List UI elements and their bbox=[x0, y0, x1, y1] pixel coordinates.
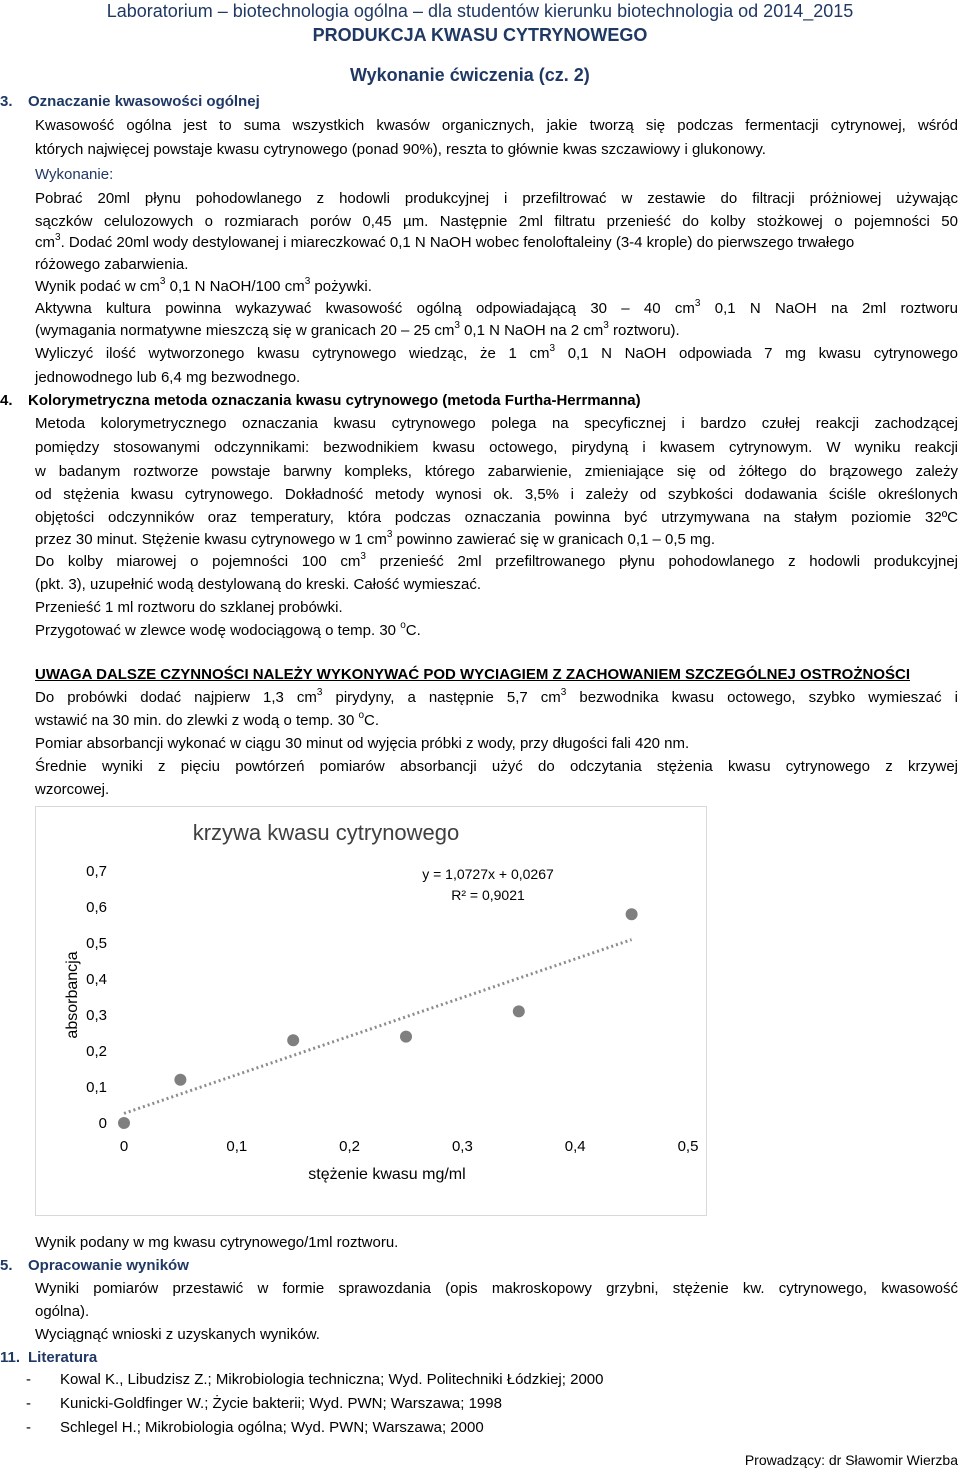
document-title: PRODUKCJA KWASU CYTRYNOWEGO bbox=[312, 25, 648, 45]
x-tick-label: 0,1 bbox=[226, 1138, 248, 1155]
x-tick-labels bbox=[120, 1138, 699, 1155]
section-4-heading bbox=[0, 391, 641, 411]
bullet-dash: - bbox=[26, 1371, 31, 1388]
y-tick-label: 0,2 bbox=[86, 1043, 107, 1060]
paragraph-line: jednowodnego lub 6,4 mg bezwodnego. bbox=[35, 369, 301, 386]
superscript: 3 bbox=[55, 232, 61, 243]
superscript: 3 bbox=[304, 276, 311, 287]
paragraph-line: Wynik podany w mg kwasu cytrynowego/1ml roztworu. bbox=[35, 1234, 399, 1251]
x-tick-label: 0,3 bbox=[451, 1138, 473, 1155]
y-tick-label: 0 bbox=[98, 1115, 107, 1132]
data-point bbox=[118, 1117, 130, 1129]
text: przenieść 2ml przefiltrowanego płynu pohodowlanego z hodowli produkcyjnej bbox=[365, 553, 959, 570]
literature-text: Schlegel H.; Mikrobiologia ogólna; Wyd. PWN; Warszawa; 2000 bbox=[60, 1419, 484, 1436]
data-point bbox=[174, 1074, 186, 1086]
paragraph-line bbox=[35, 711, 379, 731]
text: Do kolby miarowej o pojemności 100 cm bbox=[35, 553, 361, 570]
paragraph-line: różowego zabarwienia. bbox=[35, 256, 189, 273]
section-number: 5. bbox=[0, 1257, 13, 1274]
paragraph-line bbox=[35, 321, 680, 341]
data-point bbox=[626, 908, 638, 920]
section-11-heading bbox=[0, 1348, 97, 1368]
text: Do probówki dodać najpierw 1,3 cm bbox=[35, 689, 317, 706]
x-tick-label: 0,4 bbox=[564, 1138, 586, 1155]
trendline bbox=[124, 940, 632, 1114]
superscript: 3 bbox=[560, 687, 567, 698]
data-point bbox=[513, 1005, 525, 1017]
data-point bbox=[400, 1031, 412, 1043]
subheading-wykonanie: Wykonanie: bbox=[35, 166, 114, 183]
paragraph-line bbox=[35, 688, 958, 708]
paragraph-line: Kwasowość ogólna jest to suma wszystkich kwasów organicznych, jakie tworzą się podczas fermentacji cytrynowej, wśród bbox=[35, 117, 958, 134]
paragraph-line bbox=[35, 530, 715, 550]
paragraph-line bbox=[35, 299, 958, 319]
part-title: Wykonanie ćwiczenia (cz. 2) bbox=[350, 65, 590, 85]
chart-title: krzywa kwasu cytrynowego bbox=[192, 820, 460, 845]
data-point bbox=[287, 1034, 299, 1046]
text: przez 30 minut. Stężenie kwasu cytrynowego w 1 cm bbox=[35, 531, 387, 548]
text: bezwodnika kwasu octowego, szybko wymieszać i bbox=[566, 689, 958, 706]
text: 0,1 N NaOH na 2ml roztworu bbox=[700, 300, 958, 317]
text: powinno zawierać się w granicach 0,1 – 0,5 mg. bbox=[392, 531, 716, 548]
superscript: 3 bbox=[386, 529, 393, 540]
footer-instructor: Prowadzący: dr Sławomir Wierzba bbox=[744, 1452, 958, 1468]
paragraph-line: których najwięcej powstaje kwasu cytrynowego (ponad 90%), reszta to głównie kwas szczawiowy i glukonowy. bbox=[35, 141, 766, 158]
text: C. bbox=[405, 622, 421, 639]
paragraph-line: wzorcowej. bbox=[35, 781, 110, 798]
paragraph-line: Metoda kolorymetrycznego oznaczania kwasu cytrynowego polega na specyficznej i bardzo czułej reakcji zachodzącej bbox=[35, 415, 958, 432]
paragraph-line: (pkt. 3), uzupełnić wodą destylowaną do kreski. Całość wymieszać. bbox=[35, 576, 482, 593]
x-axis-label: stężenie kwasu mg/ml bbox=[308, 1166, 466, 1183]
bullet-dash: - bbox=[26, 1419, 31, 1436]
section-title: Opracowanie wyników bbox=[28, 1257, 189, 1274]
paragraph-line bbox=[35, 233, 854, 253]
section-number: 3. bbox=[0, 93, 13, 110]
paragraph-line: Średnie wyniki z pięciu powtórzeń pomiarów absorbancji użyć do odczytania stężenia kwasu cytrynowego z krzywej bbox=[35, 758, 958, 775]
text: pożywki. bbox=[310, 278, 372, 295]
y-tick-label: 0,3 bbox=[86, 1007, 107, 1024]
paragraph-line: Przenieść 1 ml roztworu do szklanej probówki. bbox=[35, 599, 343, 616]
paragraph-line: Wyniki pomiarów przestawić w formie sprawozdania (opis makroskopowy grzybni, stężenie kw. cytrynowego, kwasowość bbox=[35, 1280, 958, 1297]
bullet-dash: - bbox=[26, 1395, 31, 1412]
text: cm bbox=[35, 234, 55, 251]
y-tick-label: 0,5 bbox=[86, 935, 107, 952]
y-tick-labels bbox=[86, 863, 107, 1132]
text: Wynik podać w cm bbox=[35, 278, 160, 295]
superscript: 3 bbox=[549, 343, 556, 354]
section-5-heading bbox=[0, 1256, 189, 1276]
literature-text: Kunicki-Goldfinger W.; Życie bakterii; Wyd. PWN; Warszawa; 1998 bbox=[60, 1395, 502, 1412]
paragraph-line bbox=[35, 344, 958, 364]
text: (wymagania normatywne mieszczą się w granicach 20 – 25 cm bbox=[35, 322, 455, 339]
section-title: Literatura bbox=[28, 1349, 98, 1366]
text: 0,1 N NaOH na 2 cm bbox=[459, 322, 604, 339]
paragraph-line: od stężenia kwasu cytrynowego. Dokładność metody wynosi ok. 3,5% i zależy od szybkości dodawania ściśle określonych bbox=[35, 486, 958, 503]
section-number: 4. bbox=[0, 392, 13, 409]
superscript: o bbox=[400, 620, 406, 631]
paragraph-line bbox=[35, 621, 421, 641]
x-tick-label: 0,2 bbox=[339, 1138, 361, 1155]
paragraph-line: sączków celulozowych o rozmiarach porów 0,45 µm. Następnie 2ml filtratu przenieść do kolby stożkowej o pojemności 50 bbox=[35, 213, 958, 230]
paragraph-line: Pomiar absorbancji wykonać w ciągu 30 minut od wyjęcia próbki z wody, przy długości fali 420 nm. bbox=[35, 735, 690, 752]
header-subtitle: Laboratorium – biotechnologia ogólna – dla studentów kierunku biotechnologia od 2014_2015 bbox=[106, 1, 854, 21]
superscript: 3 bbox=[360, 551, 366, 562]
text: Aktywna kultura powinna wykazywać kwasowość ogólną odpowiadającą 30 – 40 cm bbox=[35, 300, 695, 317]
section-title: Kolorymetryczna metoda oznaczania kwasu cytrynowego (metoda Furtha-Herrmanna) bbox=[28, 392, 641, 409]
calibration-chart bbox=[35, 806, 707, 1216]
paragraph-line bbox=[35, 552, 958, 572]
paragraph-line: objętości odczynników oraz temperatury, która podczas oznaczania powinna być utrzymywana na stałym poziomie 32ºC bbox=[35, 509, 958, 526]
text: . Dodać 20ml wody destylowanej i miareczkować 0,1 N NaOH wobec fenoloftaleiny (3-4 krople) do pierwszego trwałego bbox=[60, 234, 855, 251]
safety-warning: UWAGA DALSZE CZYNNOŚCI NALEŻY WYKONYWAĆ POD WYCIAGIEM Z ZACHOWANIEM SZCZEGÓLNEJ OSTROŻNOŚCI bbox=[35, 666, 911, 683]
data-points bbox=[118, 908, 638, 1129]
section-title: Oznaczanie kwasowości ogólnej bbox=[28, 93, 260, 110]
text: Wyliczyć ilość wytworzonego kwasu cytrynowego wiedząc, że 1 cm bbox=[35, 345, 550, 362]
paragraph-line bbox=[35, 277, 372, 297]
y-tick-label: 0,7 bbox=[86, 863, 107, 880]
superscript: 3 bbox=[454, 320, 460, 331]
trendline-r2: R² = 0,9021 bbox=[451, 887, 525, 903]
section-3-heading bbox=[0, 92, 260, 112]
text: pirydyny, a następnie 5,7 cm bbox=[322, 689, 561, 706]
text: Przygotować w zlewce wodę wodociągową o temp. 30 bbox=[35, 622, 401, 639]
y-tick-label: 0,6 bbox=[86, 899, 107, 916]
trendline-equation: y = 1,0727x + 0,0267 bbox=[422, 866, 554, 882]
y-tick-label: 0,4 bbox=[86, 971, 107, 988]
superscript: o bbox=[358, 710, 365, 721]
paragraph-line: pomiędzy stosowanymi odczynnikami: bezwodnikiem kwasu octowego, pirydyną i kwasem cytrynowym. W wyniku reakcji bbox=[35, 439, 958, 456]
chart-svg bbox=[36, 807, 706, 1215]
section-number: 11. bbox=[0, 1349, 21, 1366]
superscript: 3 bbox=[694, 298, 701, 309]
literature-text: Kowal K., Libudzisz Z.; Mikrobiologia techniczna; Wyd. Politechniki Łódzkiej; 2000 bbox=[60, 1371, 604, 1388]
x-tick-label: 0,5 bbox=[677, 1138, 699, 1155]
text: 0,1 N NaOH/100 cm bbox=[165, 278, 305, 295]
y-tick-label: 0,1 bbox=[86, 1079, 107, 1096]
superscript: 3 bbox=[603, 320, 609, 331]
text: 0,1 N NaOH odpowiada 7 mg kwasu cytrynowego bbox=[555, 345, 958, 362]
text: roztworu). bbox=[608, 322, 680, 339]
superscript: 3 bbox=[316, 687, 323, 698]
x-tick-label: 0 bbox=[119, 1138, 129, 1155]
y-axis-label: absorbancja bbox=[64, 951, 81, 1039]
text: C. bbox=[364, 712, 380, 729]
text: wstawić na 30 min. do zlewki z wodą o temp. 30 bbox=[35, 712, 359, 729]
paragraph-line: Wyciągnąć wnioski z uzyskanych wyników. bbox=[35, 1326, 320, 1343]
paragraph-line: Pobrać 20ml płynu pohodowlanego z hodowli produkcyjnej i przefiltrować w zestawie do filtracji próżniowej używając bbox=[35, 190, 958, 207]
paragraph-line: w badanym roztworze powstaje barwny kompleks, którego zabarwienie, zmieniające się od żółtego do brązowego zależy bbox=[35, 463, 958, 480]
superscript: 3 bbox=[159, 276, 166, 287]
paragraph-line: ogólna). bbox=[35, 1303, 90, 1320]
